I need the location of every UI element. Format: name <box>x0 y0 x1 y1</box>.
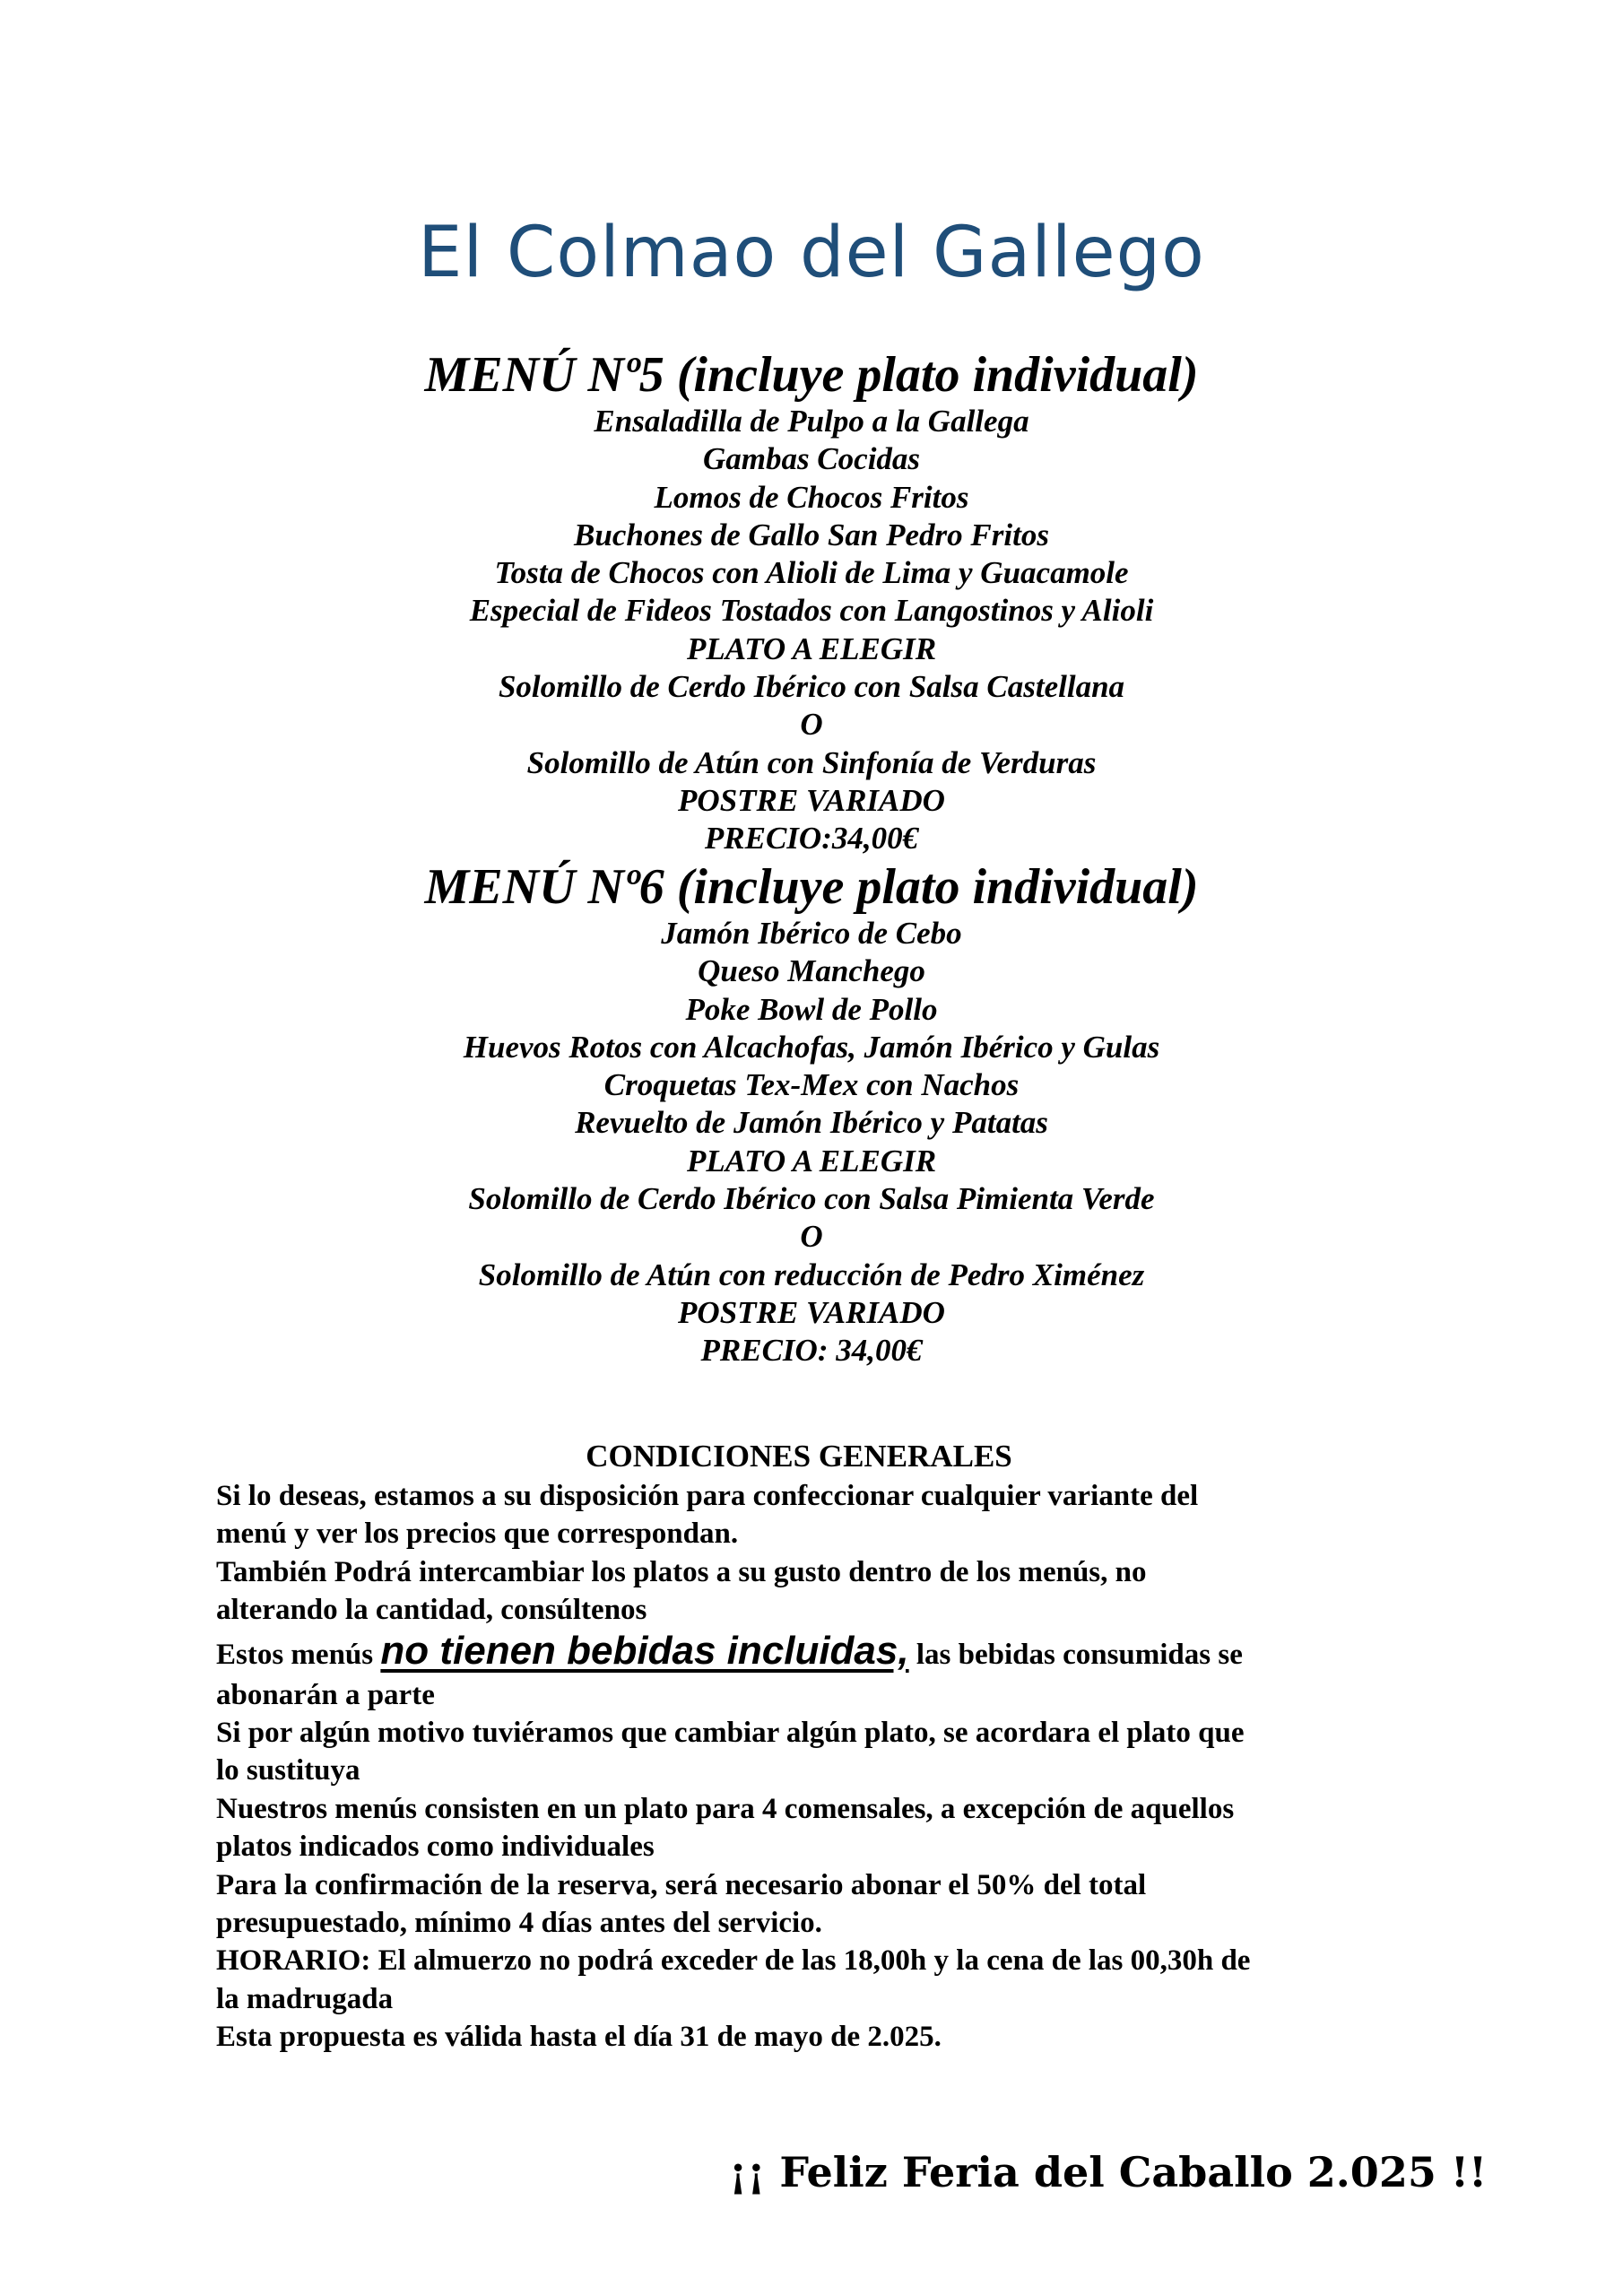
menu-dessert: POSTRE VARIADO <box>678 782 945 818</box>
general-conditions <box>216 1438 1436 2057</box>
drinks-emphasis: no tienen bebidas incluidas, <box>380 1628 909 1673</box>
condition-line: menú y ver los precios que correspondan. <box>216 1518 739 1551</box>
menu-item: Solomillo de Atún con Sinfonía de Verduras <box>526 744 1097 780</box>
menu-5-section <box>0 347 1623 858</box>
validity-line: Esta propuesta es válida hasta el día 31 de mayo de 2.025. <box>216 2021 942 2054</box>
condition-line: la madrugada <box>216 1982 394 2015</box>
menu-item: Especial de Fideos Tostados con Langostinos y Alioli <box>469 593 1154 629</box>
condition-line: Si lo deseas, estamos a su disposición para confeccionar cualquier variante del <box>216 1480 1199 1512</box>
schedule-line: HORARIO: El almuerzo no podrá exceder de las 18,00h y la cena de las 00,30h de <box>216 1944 1251 1978</box>
menu-choice-or: O <box>800 707 823 743</box>
conditions-title: CONDICIONES GENERALES <box>586 1439 1012 1474</box>
menu-price: PRECIO:34,00€ <box>704 821 919 857</box>
restaurant-title: El Colmao del Gallego <box>418 213 1205 293</box>
menu-dessert: POSTRE VARIADO <box>678 1294 945 1330</box>
menu-item: Croquetas Tex-Mex con Nachos <box>603 1067 1020 1103</box>
condition-line: platos indicados como individuales <box>216 1831 655 1864</box>
condition-line: También Podrá intercambiar los platos a su gusto dentro de los menús, no <box>216 1555 1147 1588</box>
menu-price: PRECIO: 34,00€ <box>700 1333 923 1369</box>
menu-choice-or: O <box>800 1219 823 1255</box>
condition-line: alterando la cantidad, consúltenos <box>216 1594 647 1627</box>
menu-6-heading: MENÚ Nº6 (incluye plato individual) <box>424 859 1199 915</box>
menu-item: Solomillo de Cerdo Ibérico con Salsa Pimienta Verde <box>468 1181 1155 1217</box>
menu-6-section <box>0 859 1623 1370</box>
condition-line: Nuestros menús consisten en un plato para 4 comensales, a excepción de aquellos <box>216 1792 1235 1825</box>
menu-item: Huevos Rotos con Alcachofas, Jamón Ibérico y Gulas <box>463 1029 1160 1065</box>
condition-line: presupuestado, mínimo 4 días antes del servicio. <box>216 1907 822 1940</box>
drinks-prefix: Estos menús <box>216 1638 381 1671</box>
condition-line: Si por algún motivo tuviéramos que cambiar algún plato, se acordara el plato que <box>216 1717 1245 1750</box>
condition-line: lo sustituya <box>216 1754 360 1787</box>
drinks-notice <box>216 1630 1436 1676</box>
menu-choice-label: PLATO A ELEGIR <box>686 631 937 666</box>
condition-line: abonarán a parte <box>216 1678 435 1711</box>
drinks-suffix: las bebidas consumidas se <box>908 1638 1243 1671</box>
menu-item: Tosta de Chocos con Alioli de Lima y Guacamole <box>494 555 1129 591</box>
menu-choice-label: PLATO A ELEGIR <box>686 1143 937 1178</box>
menu-item: Jamón Ibérico de Cebo <box>661 916 962 951</box>
closing-greeting: ¡¡ Feliz Feria del Caballo 2.025 !! <box>729 2148 1488 2196</box>
menu-item: Queso Manchego <box>698 953 925 989</box>
menu-item: Lomos de Chocos Fritos <box>654 479 969 515</box>
menu-item: Solomillo de Cerdo Ibérico con Salsa Castellana <box>498 669 1125 705</box>
menu-item: Gambas Cocidas <box>702 441 921 477</box>
menu-item: Poke Bowl de Pollo <box>685 991 938 1027</box>
menu-item: Revuelto de Jamón Ibérico y Patatas <box>575 1105 1048 1141</box>
menu-5-heading: MENÚ Nº5 (incluye plato individual) <box>424 347 1199 403</box>
menu-item: Buchones de Gallo San Pedro Fritos <box>574 517 1049 552</box>
menu-item: Solomillo de Atún con reducción de Pedro Ximénez <box>478 1257 1145 1292</box>
condition-line: Para la confirmación de la reserva, será necesario abonar el 50% del total <box>216 1868 1147 1901</box>
menu-item: Ensaladilla de Pulpo a la Gallega <box>594 404 1029 439</box>
